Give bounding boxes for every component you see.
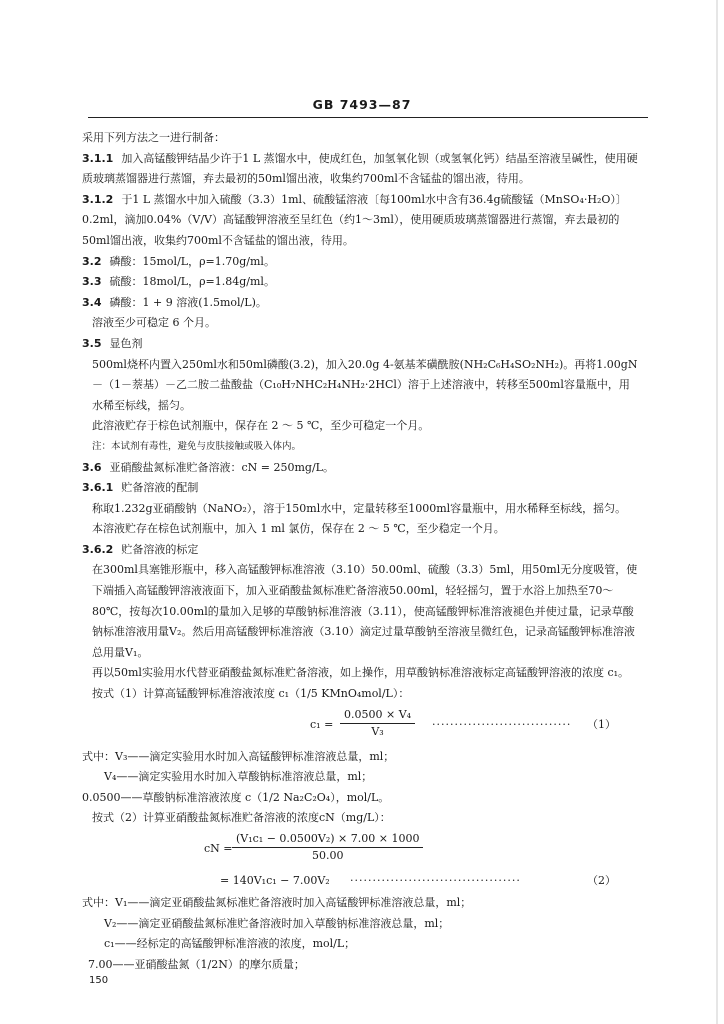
formula-lhs: cN = xyxy=(204,842,233,855)
section-3-6-1-storage: 本溶液贮存在棕色试剂瓶中，加入 1 ml 氯仿，保存在 2 ～ 5 ℃，至少稳定一个月。 xyxy=(92,522,505,536)
formula-2 xyxy=(82,829,638,871)
where-label: 式中： xyxy=(82,896,115,909)
formula-2-line2 xyxy=(82,871,638,893)
section-3-5-heading xyxy=(82,334,638,355)
section-text: 于1 L 蒸馏水中加入硫酸（3.3）1ml、硫酸锰溶液〔每100ml水中含有36.4g硫酸锰（MnSO₄·H₂O）〕0.2ml，滴加0.04%（V/V）高锰酸钾溶液至呈红色（约1～3ml），使用硬质玻璃蒸馏器进行蒸馏，弃去最初的50ml馏出液，收集约700ml不含锰盐的馏出液，待用。 xyxy=(82,192,627,247)
section-3-5-text: 500ml烧杯内置入250ml水和50ml磷酸(3.2)，加入20.0g 4-氨基苯磺酰胺(NH₂C₆H₄SO₂NH₂)。再将1.00gN－（1－萘基）－乙二胺二盐酸盐（C₁₀H₇NHC₂H₄NH₂·2HCl）溶于上述溶液中，转移至500ml容量瓶中，用水稀至标线，摇匀。 xyxy=(92,357,638,412)
formula-tag: （1） xyxy=(587,717,616,731)
where-v4: V₄——滴定实验用水时加入草酸钠标准溶液总量，ml； xyxy=(104,770,373,784)
formula-denominator: 50.00 xyxy=(311,849,344,862)
formula-numerator: 0.0500 × V₄ xyxy=(340,707,415,724)
section-title: 贮备溶液的配制 xyxy=(121,481,199,495)
section-3-1-1 xyxy=(82,149,638,190)
scan-edge xyxy=(716,0,718,1024)
formula-lhs: c₁ = xyxy=(310,717,334,731)
section-3-3 xyxy=(82,272,638,293)
section-title: 显色剂 xyxy=(109,336,143,350)
leader-dots: ······································ xyxy=(350,874,521,887)
where-v1: V₁——滴定亚硝酸盐氮标准贮备溶液时加入高锰酸钾标准溶液总量，ml； xyxy=(115,896,472,909)
section-3-6-2-blank: 再以50ml实验用水代替亚硝酸盐氮标准贮备溶液，如上操作，用草酸钠标准溶液标定高锰酸钾溶液的浓度 c₁。 xyxy=(92,666,630,680)
section-number: 3.6.1 xyxy=(82,481,114,495)
section-3-1-2 xyxy=(82,190,638,252)
where-700: 7.00——亚硝酸盐氮（1/2N）的摩尔质量； xyxy=(88,957,305,971)
where-c1: c₁——经标定的高锰酸钾标准溶液的浓度，mol/L； xyxy=(104,937,356,951)
where-block-2 xyxy=(82,893,638,914)
page-header: GB 7493—87 xyxy=(312,97,412,112)
formula-fraction xyxy=(232,831,423,864)
section-3-6-1-heading xyxy=(82,478,638,499)
section-3-4-note: 溶液至少可稳定 6 个月。 xyxy=(92,316,216,330)
intro-paragraph: 采用下列方法之一进行制备： xyxy=(82,131,225,144)
section-3-2 xyxy=(82,252,638,273)
section-text: 加入高锰酸钾结晶少许于1 L 蒸馏水中，使成红色，加氢氧化钡（或氢氧化钙）结晶至溶液呈碱性，使用硬质玻璃蒸馏器进行蒸馏，弃去最初的50ml馏出液，收集约700ml不含锰盐的馏出液，待用。 xyxy=(82,151,638,186)
section-number: 3.2 xyxy=(82,254,102,268)
section-3-6-2-text: 在300ml具塞锥形瓶中，移入高锰酸钾标准溶液（3.10）50.00ml、硫酸（3.3）5ml，用50ml无分度吸管，使下端插入高锰酸钾溶液液面下，加入亚硝酸盐氮标准贮备溶液50.00ml，轻轻摇匀，置于水浴上加热至70～80℃，按每次10.00ml的量加入足够的草酸钠标准溶液（3.11），使高锰酸钾标准溶液褪色并使过量，记录草酸钠标准溶液用量V₂。然后用高锰酸钾标准溶液（3.10）滴定过量草酸钠至溶液呈微红色，记录高锰酸钾标准溶液总用量V₁。 xyxy=(92,563,638,659)
where-label: 式中： xyxy=(82,749,115,763)
section-number: 3.6.2 xyxy=(82,542,114,556)
section-text: 亚硝酸盐氮标准贮备溶液：cN = 250mg/L。 xyxy=(109,460,334,474)
section-text: 磷酸：1 + 9 溶液(1.5mol/L)。 xyxy=(109,295,267,309)
section-text: 磷酸：15mol/L，ρ=1.70g/ml。 xyxy=(109,254,275,268)
section-title: 贮备溶液的标定 xyxy=(121,542,199,556)
section-number: 3.4 xyxy=(82,295,102,309)
formula-numerator: (V₁c₁ − 0.0500V₂) × 7.00 × 1000 xyxy=(232,831,423,848)
section-number: 3.6 xyxy=(82,460,102,474)
where-v2: V₂——滴定亚硝酸盐氮标准贮备溶液时加入草酸钠标准溶液总量，ml； xyxy=(104,916,450,930)
section-number: 3.1.2 xyxy=(82,192,114,206)
formula-fraction xyxy=(340,707,415,740)
page-number: 150 xyxy=(89,975,109,986)
section-number: 3.1.1 xyxy=(82,151,114,165)
section-text: 硫酸：18mol/L，ρ=1.84g/ml。 xyxy=(109,275,275,289)
section-3-6-2-heading xyxy=(82,540,638,561)
formula-tag: （2） xyxy=(587,874,616,887)
section-number: 3.3 xyxy=(82,275,102,289)
formula-2-intro: 按式（2）计算亚硝酸盐氮标准贮备溶液的浓度cN（mg/L）： xyxy=(92,811,391,825)
section-3-6 xyxy=(82,458,638,479)
section-3-5-storage: 此溶液贮存于棕色试剂瓶中，保存在 2 ～ 5 ℃，至少可稳定一个月。 xyxy=(92,419,430,433)
section-3-4 xyxy=(82,293,638,314)
section-number: 3.5 xyxy=(82,336,102,350)
where-block-1 xyxy=(82,747,638,768)
section-3-6-1-text: 称取1.232g亚硝酸钠（NaNO₂），溶于150ml水中，定量转移至1000ml容量瓶中，用水稀释至标线，摇匀。 xyxy=(92,501,627,515)
formula-denominator: V₃ xyxy=(371,724,384,738)
formula-1 xyxy=(82,705,638,747)
body-text xyxy=(82,128,638,975)
section-3-5-warning: 注：本试剂有毒性，避免与皮肤接触或吸入体内。 xyxy=(92,440,302,452)
formula-result: = 140V₁c₁ − 7.00V₂ xyxy=(220,874,330,887)
formula-1-intro: 按式（1）计算高锰酸钾标准溶液浓度 c₁（1/5 KMnO₄mol/L）： xyxy=(92,687,410,701)
leader-dots: ······························· xyxy=(432,717,572,731)
where-c: 0.0500——草酸钠标准溶液浓度 c（1/2 Na₂C₂O₄），mol/L。 xyxy=(82,790,390,804)
header-rule xyxy=(88,117,648,118)
where-v3: V₃——滴定实验用水时加入高锰酸钾标准溶液总量，ml； xyxy=(115,749,395,763)
